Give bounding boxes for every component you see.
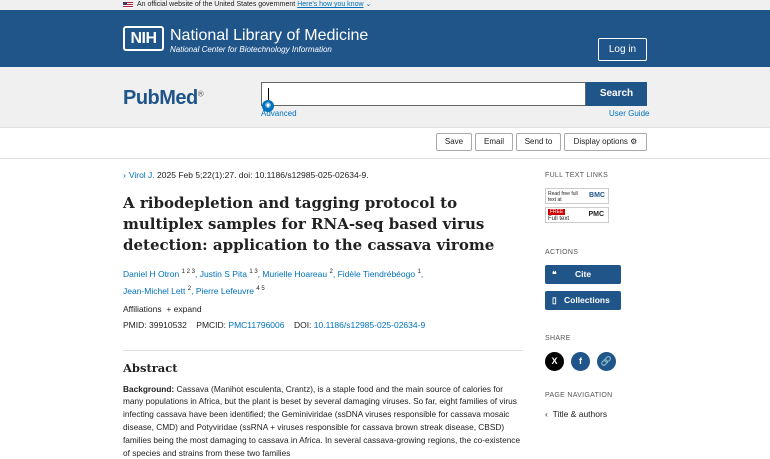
heres-how-link[interactable]: Here's how you know <box>297 1 364 8</box>
affiliations-toggle[interactable]: Affiliations + expand <box>123 303 202 314</box>
doi-link[interactable]: 10.1186/s12985-025-02634-9 <box>313 319 426 330</box>
pubmed-logo[interactable]: PubMed® <box>123 87 204 109</box>
author-affiliation-sup[interactable]: 1 2 3 <box>181 269 195 275</box>
send-to-button[interactable]: Send to <box>516 133 561 151</box>
nlm-header <box>0 10 770 67</box>
ncbi-subtitle: National Center for Biotechnology Information <box>170 45 332 54</box>
facebook-icon[interactable]: f <box>571 352 590 371</box>
search-area <box>0 67 770 128</box>
link-icon[interactable]: 🔗 <box>597 352 616 371</box>
gov-banner <box>0 0 770 10</box>
us-flag-icon <box>123 2 133 8</box>
search-input[interactable] <box>261 82 586 106</box>
chevron-right-icon[interactable]: › <box>123 170 126 180</box>
pmcid-link[interactable]: PMC11796006 <box>228 319 285 330</box>
chevron-down-icon: ⌄ <box>363 1 372 8</box>
user-guide-link[interactable]: User Guide <box>609 109 650 118</box>
abstract-heading: Abstract <box>123 350 523 375</box>
journal-citation <box>123 170 523 180</box>
article-title: A ribodepletion and tagging protocol to multiplex samples for RNA-seq based virus detection: application to the cassava virome <box>123 194 495 254</box>
sidebar <box>545 172 665 419</box>
search-button[interactable]: Search <box>586 82 647 106</box>
nav-title-authors[interactable]: ‹ Title & authors <box>545 409 608 419</box>
x-twitter-icon[interactable]: X <box>545 352 564 371</box>
pmid-value: 39910532 <box>149 319 187 330</box>
citation-text: 2025 Feb 5;22(1):27. doi: 10.1186/s12985-025-02634-9. <box>157 170 369 180</box>
login-button[interactable]: Log in <box>598 38 647 61</box>
author-link[interactable]: Jean-Michel Lett <box>123 285 186 296</box>
display-options-button[interactable]: Display options ⚙ <box>564 133 647 151</box>
advanced-search-link[interactable]: Advanced <box>261 109 297 118</box>
cite-button[interactable]: ❝ Cite <box>545 265 621 284</box>
nih-logo[interactable]: NIH <box>123 26 164 51</box>
author-link[interactable]: Pierre Lefeuvre <box>195 285 254 296</box>
article-main <box>123 170 523 459</box>
author-affiliation-sup[interactable]: 4 5 <box>256 285 265 292</box>
article-ids: PMID: 39910532 PMCID: PMC11796006 DOI: 10.1186/s12985-025-02634-9 <box>123 319 426 330</box>
author-affiliation-sup[interactable]: 2 <box>329 269 333 275</box>
full-text-links-heading: FULL TEXT LINKS <box>545 172 609 179</box>
author-link[interactable]: Fidèle Tiendrébéogo <box>337 268 416 279</box>
share-icons <box>545 352 665 371</box>
quote-icon: ❝ <box>552 269 557 279</box>
author-link[interactable]: Murielle Hoareau <box>262 268 328 279</box>
actions-heading: ACTIONS <box>545 249 579 256</box>
author-list: Daniel H Otron $^{1 2 3}$, Justin S Pita $^{1 3}$, Murielle Hoareau $^2$, Fidèle Tiendrébéogo $^1$, Jean-Michel Lett $^2$, Pierre Lefeuvre $^{4 5}$ <box>123 268 424 296</box>
email-button[interactable]: Email <box>475 133 513 151</box>
pmc-full-text-link[interactable]: FREE Full text PMC <box>545 207 609 223</box>
article-toolbar <box>0 133 770 159</box>
advanced-search-icon[interactable]: ◉ <box>262 100 274 112</box>
author-link[interactable]: Justin S Pita <box>199 268 247 279</box>
collections-button[interactable]: ▯ Collections <box>545 291 621 310</box>
bookmark-icon: ▯ <box>552 295 557 305</box>
author-link[interactable]: Daniel H Otron <box>123 268 180 279</box>
author-affiliation-sup[interactable]: 1 <box>417 269 421 275</box>
bmc-full-text-link[interactable]: Read free full text at BMC <box>545 188 609 204</box>
gov-banner-text: An official website of the United States government <box>137 1 296 8</box>
author-affiliation-sup[interactable]: 1 3 <box>249 269 258 275</box>
nlm-title[interactable]: National Library of Medicine <box>170 27 369 44</box>
abstract-text: Background: Cassava (Manihot esculenta, Crantz), is a staple food and the main source of calories for many populations in Africa, but the plant is beset by several damaging viruses. So far, eight families of virus infecting cassava have been identified; the Geminiviridae (ssDNA viruses responsible for cassava mosaic disease, CMD) and Potyviridae (ssRNA + viruses responsible for cassava brown streak disease, CBSD) families being the most damaging to cassava in Africa. In several cassava-growing regions, the co-existence of species and strains from these two families <box>123 383 521 458</box>
page-navigation-heading: PAGE NAVIGATION <box>545 392 613 399</box>
save-button[interactable]: Save <box>436 133 472 151</box>
journal-name[interactable]: Virol J. <box>128 170 155 180</box>
chevron-left-icon: ‹ <box>545 409 548 419</box>
share-heading: SHARE <box>545 335 571 342</box>
author-affiliation-sup[interactable]: 2 <box>187 285 192 292</box>
gear-icon: ⚙ <box>630 137 638 146</box>
